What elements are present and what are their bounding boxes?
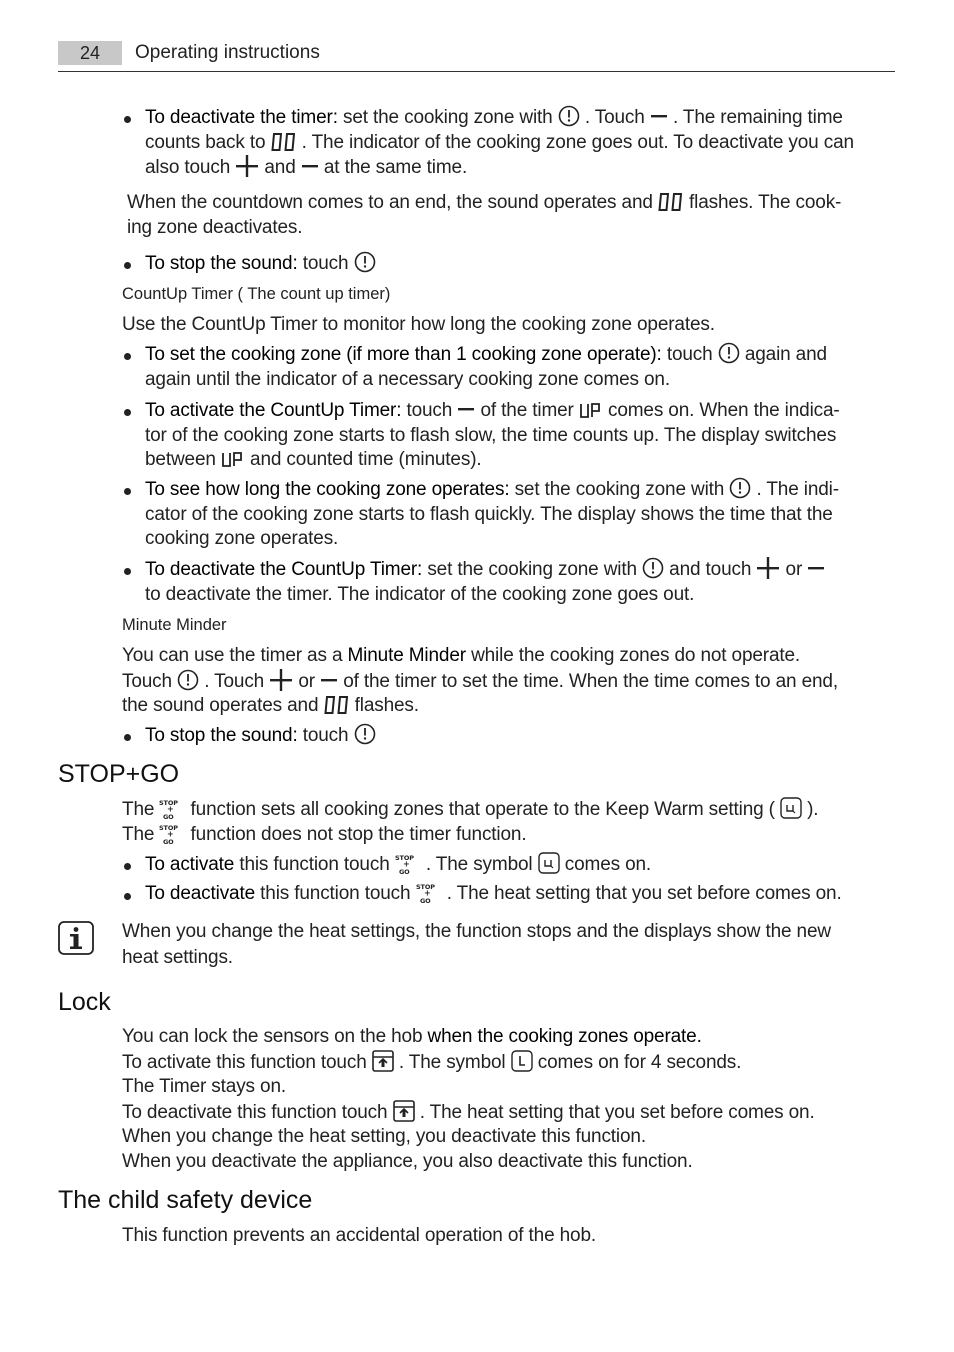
stop-go-icon — [159, 824, 185, 846]
header-title: Operating instructions — [135, 42, 320, 63]
lock-description: You can lock the sensors on the hob when the cooking zones operate. To activate this function touch . The symbol comes on for 4 seconds. The Timer stays on. To deactivate this function touch . The heat setting that you set before comes on. When you change the heat setting, you deactivate this function. When you deactivate the appliance, you also deactivate this function. — [122, 1026, 815, 1172]
timer-icon — [642, 557, 664, 579]
plus-icon — [269, 669, 293, 691]
countup-activate-item: To activate the CountUp Timer: touch of the timer comes on. When the indica- tor of the cooking zone starts to flash slow, the time counts up. The display switches between and counted time (minutes). — [145, 400, 840, 471]
minus-icon — [320, 669, 338, 691]
stop-go-icon — [416, 883, 442, 905]
minus-icon — [457, 398, 475, 420]
display-up-icon — [579, 400, 603, 420]
display-00-icon — [658, 192, 684, 212]
timer-icon — [558, 105, 580, 127]
lock-icon — [372, 1050, 394, 1072]
timer-icon — [354, 723, 376, 745]
countup-heading: CountUp Timer ( The count up timer) — [122, 285, 391, 303]
minus-icon — [650, 105, 668, 127]
stopgo-title: STOP+GO — [58, 760, 180, 788]
lock-icon — [393, 1100, 415, 1122]
minus-icon — [807, 557, 825, 579]
countup-set-zone-item: To set the cooking zone (if more than 1 cooking zone operate): touch again and again until the indicator of a necessary cooking zone comes on. — [145, 344, 827, 390]
timer-icon — [729, 477, 751, 499]
countup-intro: Use the CountUp Timer to monitor how long the cooking zone operates. — [122, 314, 715, 335]
countup-see-duration-item: To see how long the cooking zone operates: set the cooking zone with . The indi- cator of the cooking zone starts to flash quickly. The display shows the time that the cooking zone operates. — [145, 479, 839, 550]
page-number: 24 — [58, 41, 122, 65]
plus-icon — [756, 557, 780, 579]
countup-deactivate-item: To deactivate the CountUp Timer: set the cooking zone with and touch or to deactivate the timer. The indicator of the cooking zone goes out. — [145, 557, 905, 607]
timer-stop-sound-item: To stop the sound: touch — [145, 251, 905, 277]
page-header — [58, 38, 895, 72]
minus-icon — [301, 155, 319, 177]
countdown-paragraph: When the countdown comes to an end, the sound operates and flashes. The cook- ing zone deactivates. — [127, 192, 842, 238]
child-safety-title: The child safety device — [58, 1186, 313, 1214]
lock-title: Lock — [58, 988, 111, 1016]
stop-go-icon — [395, 854, 421, 876]
keep-warm-icon — [780, 797, 802, 819]
timer-deactivate-label: To deactivate the timer: — [145, 107, 338, 128]
timer-icon — [354, 251, 376, 273]
keep-warm-icon — [538, 852, 560, 874]
stopgo-activate-item: To activate this function touch . The symbol comes on. — [145, 854, 652, 875]
timer-icon — [177, 669, 199, 691]
timer-icon — [718, 342, 740, 364]
display-00-icon — [271, 132, 297, 152]
minute-minder-paragraph: You can use the timer as a Minute Minder while the cooking zones do not operate. Touch . Touch or of the timer to set the time. When the time comes to an end, the sound operates and flashes. — [122, 645, 838, 717]
info-icon — [58, 921, 94, 955]
plus-icon — [235, 155, 259, 177]
display-up-icon — [221, 449, 245, 469]
stop-go-icon — [159, 799, 185, 821]
child-safety-description: This function prevents an accidental operation of the hob. — [122, 1225, 597, 1246]
minute-minder-heading: Minute Minder — [122, 616, 227, 634]
stopgo-note: When you change the heat settings, the function stops and the displays show the new heat settings. — [122, 921, 831, 968]
display-00-icon — [324, 695, 350, 715]
timer-deactivate-item: To deactivate the timer: set the cooking zone with . Touch . The remaining time counts back to . The indicator of the cooking zone goes out. To deactivate you can also touch and at the same time. — [145, 107, 854, 179]
lock-symbol-l-icon — [511, 1050, 533, 1072]
stopgo-deactivate-item: To deactivate this function touch . The heat setting that you set before comes on. — [145, 883, 842, 904]
stopgo-description: The function sets all cooking zones that operate to the Keep Warm setting ( ). The function does not stop the timer function. — [122, 799, 819, 845]
minute-stop-sound-item: To stop the sound: touch — [145, 723, 905, 749]
